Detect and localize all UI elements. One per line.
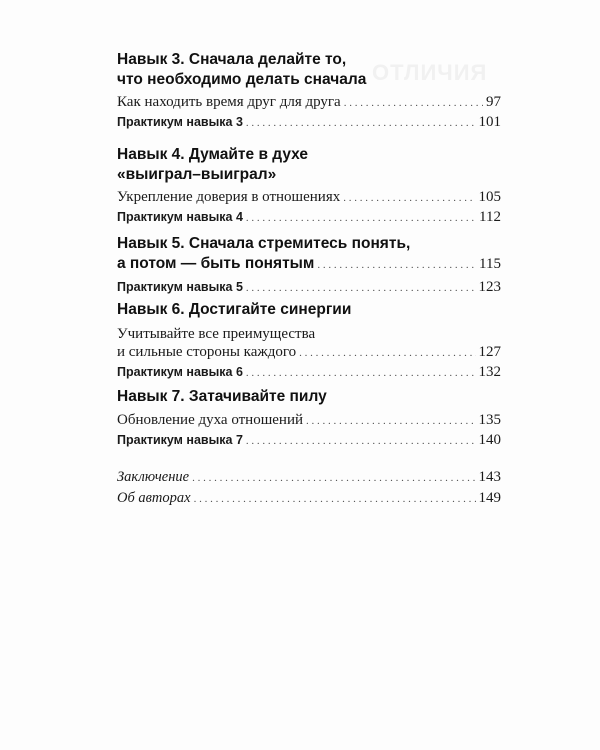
toc-entry-title: Практикум навыка 7 <box>117 433 243 447</box>
toc-entry-title: Практикум навыка 4 <box>117 210 243 224</box>
toc-entry-page: 127 <box>478 344 501 360</box>
leader-dots <box>246 117 476 129</box>
toc-entry-page: 123 <box>478 279 501 295</box>
leader-dots <box>246 367 476 379</box>
toc-section-skill-4 <box>117 145 501 226</box>
toc-entry-page: 143 <box>478 469 501 485</box>
toc-practice-entry[interactable] <box>117 364 501 381</box>
toc-section-skill-6 <box>117 300 501 381</box>
toc-entry[interactable] <box>117 412 501 429</box>
toc-entry-title: Практикум навыка 5 <box>117 280 243 294</box>
toc-entry-page: 135 <box>478 412 501 428</box>
section-heading: а потом — быть понятым <box>117 255 315 272</box>
leader-dots <box>306 415 476 427</box>
section-heading: Навык 3. Сначала делайте то, <box>117 51 347 68</box>
toc-heading-entry[interactable] <box>117 254 501 274</box>
toc-entry-page: 112 <box>479 209 501 225</box>
toc-section-skill-3 <box>117 50 501 131</box>
leader-dots <box>344 97 483 109</box>
toc-entry-page: 105 <box>478 189 501 205</box>
section-heading: Навык 5. Сначала стремитесь понять, <box>117 235 411 252</box>
toc-entry[interactable] <box>117 94 501 111</box>
toc-entry-title: Об авторах <box>117 490 191 506</box>
toc-entry-title: Обновление духа отношений <box>117 412 303 428</box>
toc-entry-title: Заключение <box>117 469 190 485</box>
toc-entry-page: 140 <box>478 432 501 448</box>
section-heading: «выиграл–выиграл» <box>117 166 277 183</box>
toc-entry-page: 149 <box>478 490 501 506</box>
leader-dots <box>192 472 475 484</box>
section-heading: Навык 7. Затачивайте пилу <box>117 388 327 405</box>
toc-entry-title-line: Учитывайте все преимущества <box>117 326 316 342</box>
toc-entry-title: Укрепление доверия в отношениях <box>117 189 341 205</box>
toc-entry-title: Практикум навыка 6 <box>117 365 243 379</box>
toc-entry[interactable] <box>117 344 501 361</box>
toc-entry[interactable] <box>117 189 501 206</box>
toc-entry-title: и сильные стороны каждого <box>117 344 297 360</box>
toc-entry-about-authors[interactable] <box>117 490 501 507</box>
leader-dots <box>194 493 476 505</box>
section-heading: что необходимо делать сначала <box>117 71 367 88</box>
leader-dots <box>246 212 476 224</box>
toc-practice-entry[interactable] <box>117 114 501 131</box>
toc-practice-entry[interactable] <box>117 279 501 296</box>
leader-dots <box>299 347 475 359</box>
toc-entry-title: Практикум навыка 3 <box>117 115 243 129</box>
leader-dots <box>246 435 476 447</box>
toc-entry-title: Как находить время друг для друга <box>117 94 341 110</box>
leader-dots <box>246 282 476 294</box>
toc-entry-conclusion[interactable] <box>117 469 501 486</box>
toc-practice-entry[interactable] <box>117 209 501 226</box>
toc-entry-page: 115 <box>479 256 501 272</box>
toc-practice-entry[interactable] <box>117 432 501 449</box>
toc-entry-page: 132 <box>478 364 501 380</box>
section-heading: Навык 6. Достигайте синергии <box>117 301 352 318</box>
section-heading: Навык 4. Думайте в духе <box>117 146 308 163</box>
leader-dots <box>343 192 475 204</box>
toc-section-skill-7 <box>117 387 501 449</box>
toc-section-skill-5 <box>117 234 501 296</box>
toc-entry-page: 97 <box>486 94 501 110</box>
toc-entry-page: 101 <box>478 114 501 130</box>
leader-dots <box>317 259 476 271</box>
toc-end-matter <box>117 469 501 507</box>
bleed-through-text: ОТЛИЧИЯ <box>372 60 488 85</box>
